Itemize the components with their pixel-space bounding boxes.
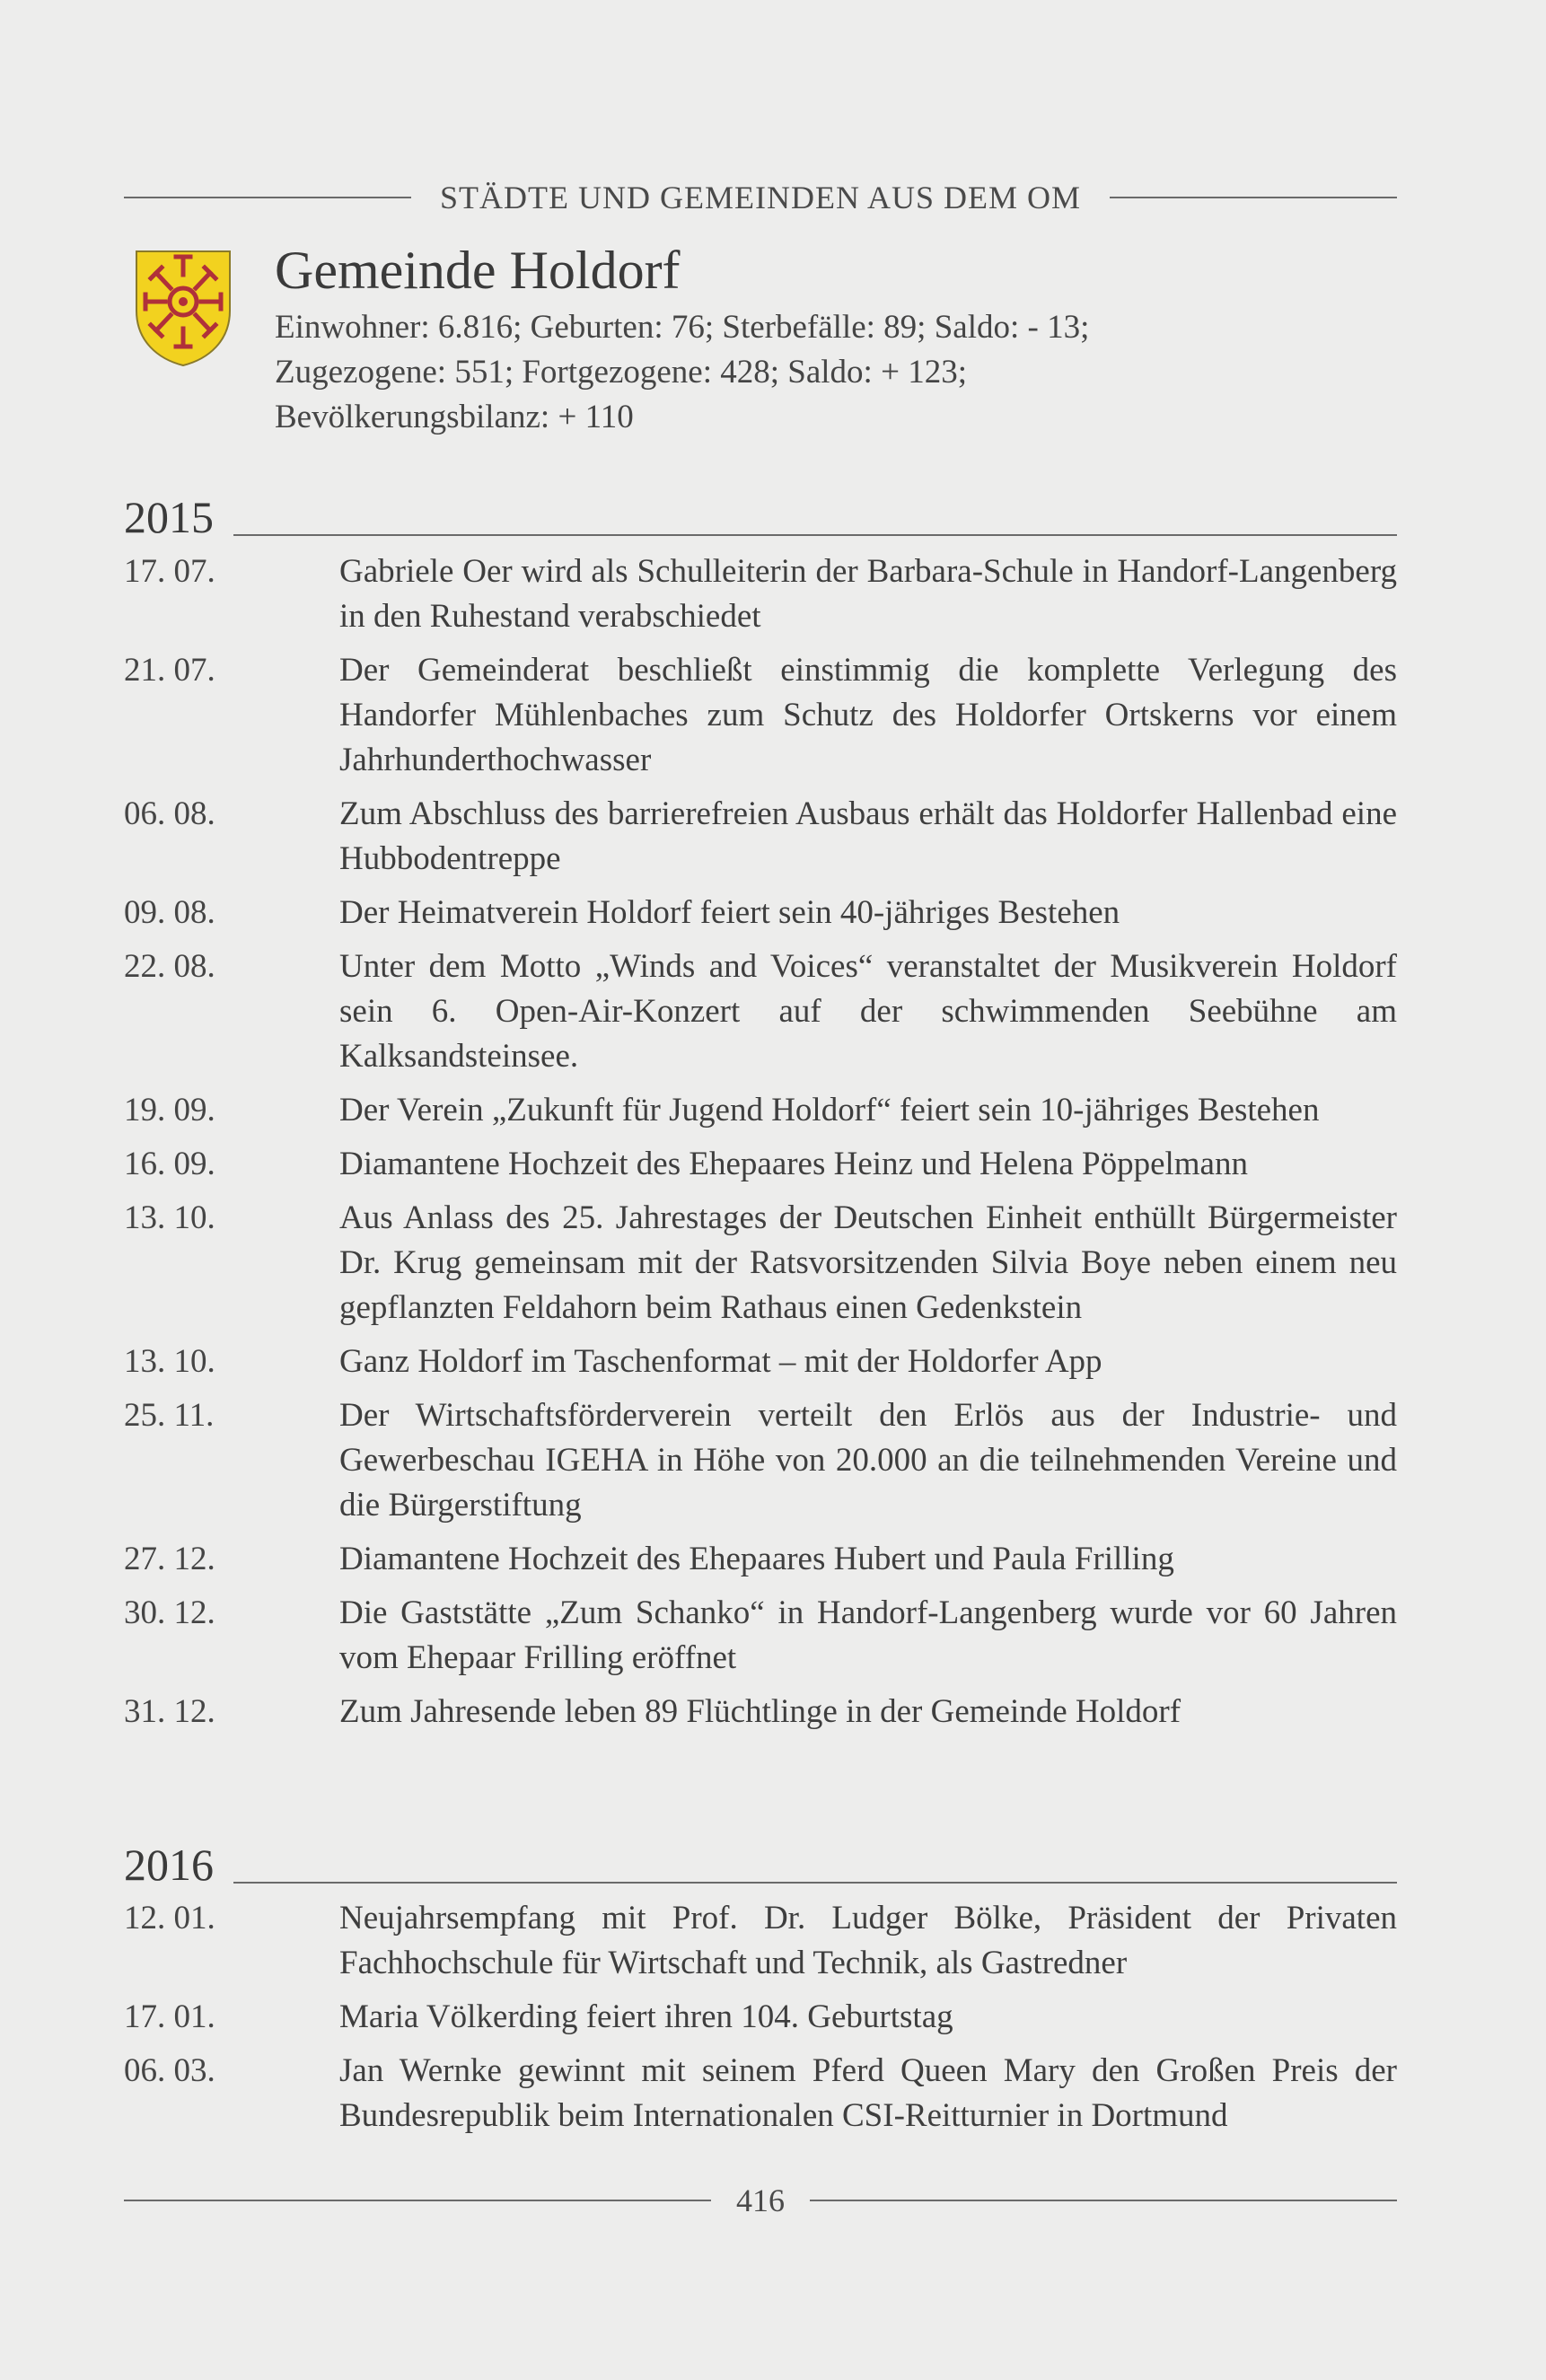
chronicle-entry xyxy=(124,1995,1397,2040)
entry-date: 31. 12. xyxy=(124,1693,215,1730)
entry-date: 13. 10. xyxy=(124,1343,215,1380)
entry-text: Die Gaststätte „Zum Schanko“ in Handorf-Langenberg wurde vor 60 Jahren vom Ehepaar Frilling eröffnet xyxy=(339,1594,1397,1676)
stats-line: Zugezogene: 551; Fortgezogene: 428; Saldo: + 123; xyxy=(275,354,967,391)
chronicle-entry xyxy=(124,1196,1397,1331)
entry-date: 12. 01. xyxy=(124,1900,215,1936)
chronicle-entry xyxy=(124,944,1397,1079)
entry-date: 17. 07. xyxy=(124,553,215,590)
page-footer xyxy=(124,2178,1397,2223)
entry-date: 16. 09. xyxy=(124,1146,215,1182)
footer-rule-left xyxy=(124,2200,711,2201)
page-number: 416 xyxy=(736,2182,785,2218)
entry-date: 22. 08. xyxy=(124,948,215,985)
entry-text: Gabriele Oer wird als Schulleiterin der Barbara-Schule in Handorf-Langenberg in den Ruhestand verabschiedet xyxy=(339,553,1397,635)
year-label: 2016 xyxy=(124,1840,214,1890)
year-heading-2015 xyxy=(124,489,1397,543)
stats-line: Einwohner: 6.816; Geburten: 76; Sterbefälle: 89; Saldo: - 13; xyxy=(275,309,1090,346)
chronicle-entry xyxy=(124,1591,1397,1681)
chronicle-entry xyxy=(124,1896,1397,1986)
entry-date: 06. 03. xyxy=(124,2052,215,2089)
entry-text: Unter dem Motto „Winds and Voices“ veranstaltet der Musikverein Holdorf sein 6. Open-Air-Konzert auf der schwimmenden Seebühne am Kalksandsteinsee. xyxy=(339,948,1397,1075)
running-head-rule-right xyxy=(1110,197,1397,198)
chronicle-entry xyxy=(124,1537,1397,1582)
entry-text: Aus Anlass des 25. Jahrestages der Deutschen Einheit enthüllt Bürgermeister Dr. Krug gemeinsam mit der Ratsvorsitzenden Silvia Boye neben einem neu gepflanzten Feldahorn beim Rathaus einen Gedenkstein xyxy=(339,1199,1397,1326)
population-stats xyxy=(275,305,1406,440)
year-rule xyxy=(233,534,1397,536)
chronicle-entry xyxy=(124,648,1397,783)
entry-date: 17. 01. xyxy=(124,1998,215,2035)
year-heading-2016 xyxy=(124,1837,1397,1891)
entries-2015 xyxy=(124,549,1397,1743)
entry-date: 25. 11. xyxy=(124,1397,215,1434)
coat-of-arms-icon xyxy=(133,248,233,368)
entry-text: Maria Völkerding feiert ihren 104. Geburtstag xyxy=(339,1998,953,2035)
chronicle-entry xyxy=(124,1690,1397,1735)
chronicle-entry xyxy=(124,1088,1397,1133)
chronicle-entry xyxy=(124,891,1397,935)
entry-text: Neujahrsempfang mit Prof. Dr. Ludger Bölke, Präsident der Privaten Fachhochschule für Wirtschaft und Technik, als Gastredner xyxy=(339,1900,1397,1981)
running-head-text: STÄDTE UND GEMEINDEN AUS DEM OM xyxy=(440,180,1081,215)
chronicle-entry xyxy=(124,1142,1397,1187)
stats-line: Bevölkerungsbilanz: + 110 xyxy=(275,399,634,435)
footer-rule-right xyxy=(810,2200,1397,2201)
entry-date: 09. 08. xyxy=(124,894,215,931)
entry-text: Zum Jahresende leben 89 Flüchtlinge in der Gemeinde Holdorf xyxy=(339,1693,1181,1730)
entry-text: Diamantene Hochzeit des Ehepaares Heinz und Helena Pöppelmann xyxy=(339,1146,1248,1182)
entry-date: 13. 10. xyxy=(124,1199,215,1236)
entry-text: Zum Abschluss des barrierefreien Ausbaus erhält das Holdorfer Hallenbad eine Hubbodentreppe xyxy=(339,795,1397,877)
chronicle-entry xyxy=(124,549,1397,639)
year-label: 2015 xyxy=(124,492,214,542)
entry-text: Der Heimatverein Holdorf feiert sein 40-jähriges Bestehen xyxy=(339,894,1120,931)
entry-date: 21. 07. xyxy=(124,652,215,689)
running-head-rule-left xyxy=(124,197,411,198)
chronicle-entry xyxy=(124,1339,1397,1384)
year-rule xyxy=(233,1882,1397,1884)
entry-text: Der Verein „Zukunft für Jugend Holdorf“ feiert sein 10-jähriges Bestehen xyxy=(339,1092,1320,1129)
entries-2016 xyxy=(124,1896,1397,2147)
entry-date: 06. 08. xyxy=(124,795,215,832)
chronicle-entry xyxy=(124,792,1397,882)
municipality-title: Gemeinde Holdorf xyxy=(275,241,681,300)
entry-date: 30. 12. xyxy=(124,1594,215,1631)
entry-text: Der Gemeinderat beschließt einstimmig die komplette Verlegung des Handorfer Mühlenbaches zum Schutz des Holdorfer Ortskerns vor einem Jahrhunderthochwasser xyxy=(339,652,1397,778)
entry-text: Der Wirtschaftsförderverein verteilt den Erlös aus der Industrie- und Gewerbeschau IGEHA in Höhe von 20.000 an die teilnehmenden Vereine und die Bürgerstiftung xyxy=(339,1397,1397,1524)
entry-text: Jan Wernke gewinnt mit seinem Pferd Queen Mary den Großen Preis der Bundesrepublik beim Internationalen CSI-Reitturnier in Dortmund xyxy=(339,2052,1397,2134)
chronicle-entry xyxy=(124,2049,1397,2138)
entry-text: Diamantene Hochzeit des Ehepaares Hubert und Paula Frilling xyxy=(339,1541,1174,1577)
entry-text: Ganz Holdorf im Taschenformat – mit der Holdorfer App xyxy=(339,1343,1102,1380)
chronicle-entry xyxy=(124,1393,1397,1528)
entry-date: 27. 12. xyxy=(124,1541,215,1577)
entry-date: 19. 09. xyxy=(124,1092,215,1129)
running-head xyxy=(124,177,1397,218)
